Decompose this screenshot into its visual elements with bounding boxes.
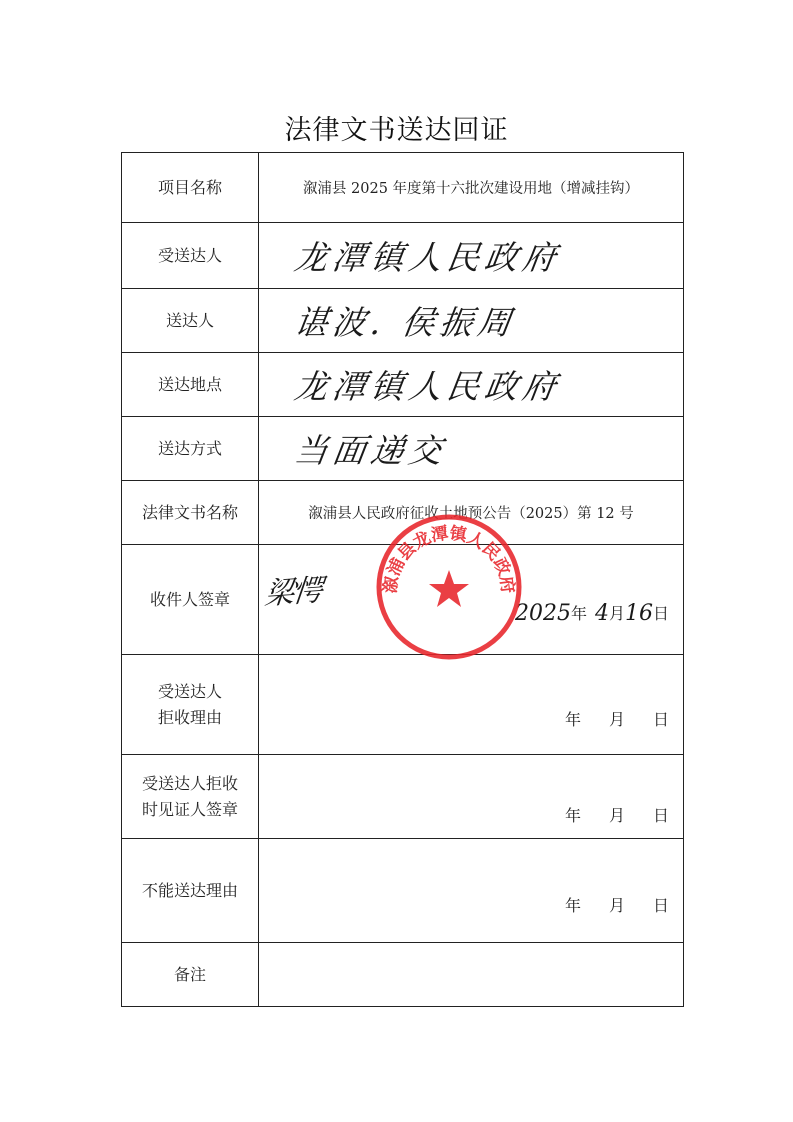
refusal-reason-cell [259,655,684,755]
row-undeliverable [122,839,684,943]
month-unit: 月 [608,806,625,825]
row-project-name [122,153,684,223]
undeliverable-label: 不能送达理由 [122,839,259,943]
day-unit: 日 [652,806,669,825]
year-unit: 年 [564,806,581,825]
day-unit: 日 [652,896,669,915]
year-unit: 年 [564,896,581,915]
refusal-reason-label [122,655,259,755]
receiver-signature: 梁愕 [262,572,323,613]
day-unit: 日 [652,710,669,729]
document-name-value: 溆浦县人民政府征收土地预公告（2025）第 12 号 [259,481,684,545]
undeliverable-cell [259,839,684,943]
row-receiver-signature [122,545,684,655]
location-label: 送达地点 [122,353,259,417]
row-refusal-reason [122,655,684,755]
undeliverable-date [565,893,669,916]
row-method [122,417,684,481]
witness-label-line2: 时见证人签章 [141,799,238,819]
document-title: 法律文书送达回证 [284,115,509,146]
location-handwritten: 龙潭镇人民政府 [291,367,564,406]
refusal-reason-label-line1: 受送达人 [157,681,222,701]
receiver-signature-label: 收件人签章 [122,545,259,655]
project-name-label: 项目名称 [122,153,259,223]
document-name-label: 法律文书名称 [122,481,259,545]
signed-month: 4 [594,601,609,626]
recipient-label: 受送达人 [122,223,259,289]
year-unit: 年 [564,710,581,729]
row-witness [122,755,684,839]
seal-text: 溆浦县龙潭镇人民政府 [380,523,518,595]
row-deliverer [122,289,684,353]
row-remarks [122,943,684,1007]
method-handwritten: 当面递交 [291,431,450,470]
witness-label-line1: 受送达人拒收 [141,773,238,793]
year-unit: 年 [570,604,587,623]
month-unit: 月 [608,604,625,623]
receiver-signature-cell [259,545,684,655]
month-unit: 月 [608,896,625,915]
month-unit: 月 [608,710,625,729]
deliverer-value-cell [259,289,684,353]
method-label: 送达方式 [122,417,259,481]
signed-year: 2025 [514,601,571,626]
recipient-handwritten: 龙潭镇人民政府 [291,238,564,277]
row-document-name [122,481,684,545]
recipient-value-cell [259,223,684,289]
signed-day: 16 [624,601,653,626]
project-name-value: 溆浦县 2025 年度第十六批次建设用地（增减挂钩） [259,153,684,223]
receipt-table [121,152,684,1007]
witness-date [565,803,669,826]
remarks-cell [259,943,684,1007]
location-value-cell [259,353,684,417]
refusal-date [565,707,669,730]
day-unit: 日 [652,604,669,623]
witness-label [122,755,259,839]
row-location [122,353,684,417]
remarks-label: 备注 [122,943,259,1007]
deliverer-label: 送达人 [122,289,259,353]
receiver-signature-date [515,601,669,626]
deliverer-handwritten: 谌波. 侯振周 [291,303,519,342]
method-value-cell [259,417,684,481]
refusal-reason-label-line2: 拒收理由 [157,707,222,727]
row-recipient [122,223,684,289]
witness-cell [259,755,684,839]
